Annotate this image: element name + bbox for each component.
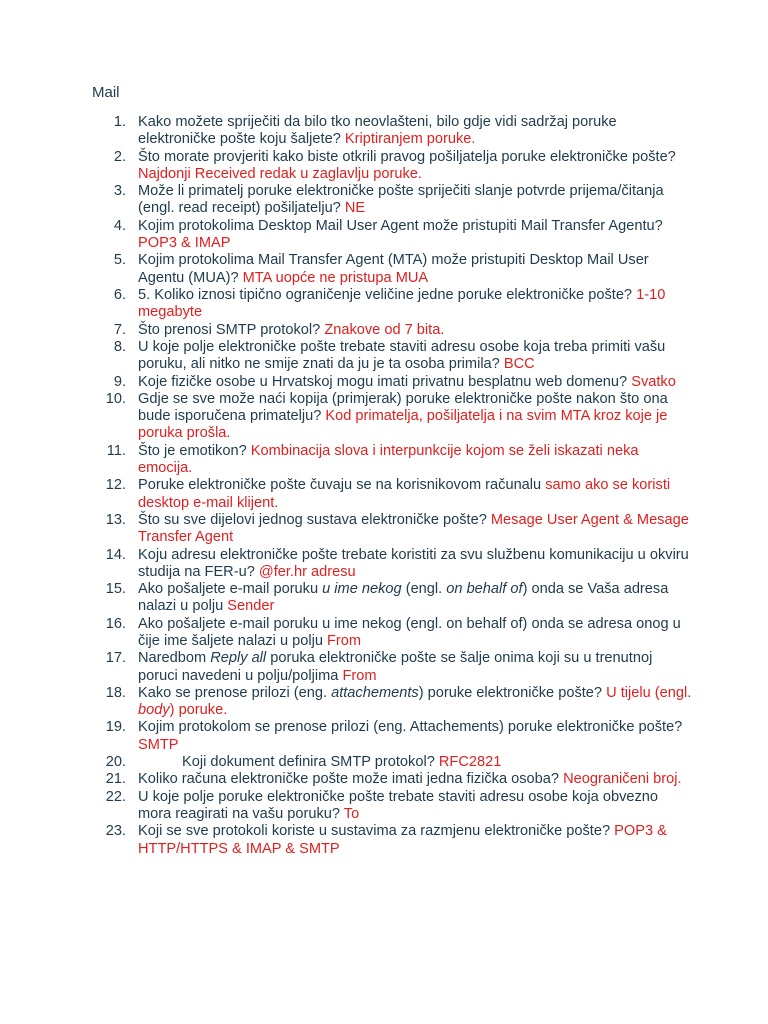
question-text: Poruke elektroničke pošte čuvaju se na korisnikovom računalu xyxy=(138,477,546,494)
list-item xyxy=(92,547,692,581)
list-item-number: 14. xyxy=(105,546,126,563)
answer-text: Najdonji Received redak u zaglavlju poruke. xyxy=(138,165,422,182)
list-item-number: 8. xyxy=(113,338,126,355)
list-item-text xyxy=(138,339,665,372)
list-item-text xyxy=(138,322,444,338)
question-text: Može li primatelj poruke elektroničke pošte spriječiti slanje potvrde prijema/čitanja (engl. read receipt) pošiljatelju? xyxy=(138,183,664,217)
list-item xyxy=(92,339,692,373)
question-list xyxy=(92,114,692,858)
list-item-text xyxy=(138,789,658,822)
answer-text: From xyxy=(327,632,362,649)
list-item xyxy=(92,754,692,771)
list-item xyxy=(92,616,692,650)
list-item-text xyxy=(138,443,639,476)
answer-text: @fer.hr adresu xyxy=(258,563,356,580)
answer-text: NE xyxy=(344,200,366,217)
question-text: (engl. xyxy=(401,581,447,598)
list-item-number: 17. xyxy=(105,650,126,667)
list-item-text xyxy=(138,547,689,580)
list-item-number: 2. xyxy=(113,148,126,165)
question-text: Koji dokument definira SMTP protokol? xyxy=(182,754,439,771)
answer-text: MTA uopće ne pristupa MUA xyxy=(242,269,429,286)
question-text: Kako možete spriječiti da bilo tko neovlašteni, bilo gdje vidi sadržaj poruke elektroničke pošte koju šaljete? xyxy=(138,114,617,148)
list-item xyxy=(92,685,692,719)
list-item-number: 11. xyxy=(106,442,126,459)
list-item-text xyxy=(138,287,665,320)
list-item xyxy=(92,581,692,615)
question-text: Naredbom xyxy=(138,650,211,667)
question-text: 5. Koliko iznosi tipično ograničenje veličine jedne poruke elektroničke pošte? xyxy=(138,286,637,303)
list-item-number: 10. xyxy=(105,390,126,407)
question-text: poruka elektroničke pošte se šalje onima koji su u trenutnoj poruci navedeni u polju/poljima xyxy=(138,650,653,684)
list-item-number: 20. xyxy=(105,754,126,771)
list-item-text xyxy=(138,512,689,545)
list-item xyxy=(92,287,692,321)
list-item xyxy=(92,650,692,684)
question-text: ) poruke elektroničke pošte? xyxy=(418,684,607,701)
question-text: Ako pošaljete e-mail poruku u ime nekog (engl. on behalf of) onda se adresa onog u čije ime šaljete nalazi u polju xyxy=(138,615,681,649)
answer-text: Mesage User Agent & Mesage Transfer Agent xyxy=(138,511,689,546)
list-item-text xyxy=(138,719,682,752)
answer-text: U tijelu (engl. xyxy=(606,684,692,701)
question-text: ) onda se Vaša adresa nalazi u polju xyxy=(138,581,669,615)
list-item-number: 21. xyxy=(105,771,126,788)
list-item-text xyxy=(138,391,668,441)
list-item-number: 6. xyxy=(113,286,126,303)
list-item xyxy=(92,252,692,286)
list-item-text xyxy=(138,183,664,216)
list-item-number: 9. xyxy=(113,373,126,390)
list-item xyxy=(92,771,692,788)
question-text: Što morate provjeriti kako biste otkrili pravog pošiljatelja poruke elektroničke pošte? xyxy=(138,148,676,165)
question-text: Koju adresu elektroničke pošte trebate koristiti za svu službenu komunikaciju u okviru studija na FER-u? xyxy=(138,546,689,580)
list-item xyxy=(92,719,692,753)
list-item-number: 13. xyxy=(105,511,126,528)
answer-text: Kriptiranjem poruke. xyxy=(344,131,476,148)
answer-text: Neograničeni broj. xyxy=(563,771,682,788)
list-item-text xyxy=(138,252,649,285)
list-item-text xyxy=(138,650,652,683)
question-text: Koje fizičke osobe u Hrvatskoj mogu imati privatnu besplatnu web domenu? xyxy=(138,373,632,390)
list-item-text xyxy=(138,823,667,856)
question-text: Ako pošaljete e-mail poruku xyxy=(138,581,323,598)
list-item xyxy=(92,823,692,857)
question-text: attachements xyxy=(331,684,419,701)
list-item-text xyxy=(138,616,681,649)
answer-text: 1-10 megabyte xyxy=(138,286,666,321)
list-item-text xyxy=(138,218,663,251)
list-item xyxy=(92,218,692,252)
question-text: Kojim protokolima Desktop Mail User Agent može pristupiti Mail Transfer Agentu? xyxy=(138,217,663,234)
question-text: Kojim protokolom se prenose prilozi (eng. Attachements) poruke elektroničke pošte? xyxy=(138,719,683,736)
question-text: U koje polje poruke elektroničke pošte trebate staviti adresu osobe koja obvezno mora reagirati na vašu poruku? xyxy=(138,788,659,823)
question-text: Gdje se sve može naći kopija (primjerak) poruke elektroničke pošte nakon što ona bude isporučena primatelju? xyxy=(138,390,668,425)
list-item-number: 15. xyxy=(105,581,126,598)
list-item xyxy=(92,374,692,391)
answer-text: POP3 & HTTP/HTTPS & IMAP & SMTP xyxy=(138,823,667,857)
list-item xyxy=(92,322,692,339)
list-item-number: 12. xyxy=(105,477,126,494)
answer-text: To xyxy=(343,806,360,823)
answer-text: Kod primatelja, pošiljatelja i na svim MTA kroz koje je poruka prošla. xyxy=(138,408,668,442)
list-item xyxy=(92,443,692,477)
answer-text: ) poruke. xyxy=(169,702,228,719)
list-item xyxy=(92,789,692,823)
list-item-number: 16. xyxy=(105,615,126,632)
answer-text: Znakove od 7 bita. xyxy=(324,321,445,338)
question-text: Što su sve dijelovi jednog sustava elektroničke pošte? xyxy=(138,511,491,528)
answer-text: RFC2821 xyxy=(438,754,502,771)
list-item-text xyxy=(138,685,691,718)
list-item-text xyxy=(138,581,668,614)
question-text: Kako se prenose prilozi (eng. xyxy=(138,684,332,701)
answer-text: SMTP xyxy=(138,736,179,753)
answer-text: body xyxy=(138,702,170,719)
list-item-number: 7. xyxy=(113,321,126,338)
list-item-number: 5. xyxy=(113,252,126,269)
question-text: on behalf of xyxy=(446,581,523,598)
list-item-text xyxy=(138,477,670,510)
list-item xyxy=(92,391,692,443)
list-item xyxy=(92,512,692,546)
question-text: U koje polje elektroničke pošte trebate staviti adresu osobe koja treba primiti vašu poruku, ali nitko ne smije znati da ju je ta osoba primila? xyxy=(138,338,666,373)
question-text: Koliko računa elektroničke pošte može imati jedna fizička osoba? xyxy=(138,771,564,788)
list-item xyxy=(92,477,692,511)
list-item-number: 1. xyxy=(113,114,126,130)
list-item xyxy=(92,114,692,148)
question-text: Što je emotikon? xyxy=(138,442,251,459)
list-item-number: 18. xyxy=(105,684,126,701)
question-text: u ime nekog xyxy=(322,581,402,598)
list-item-text xyxy=(138,149,676,182)
list-item xyxy=(92,149,692,183)
answer-text: Sender xyxy=(227,598,275,615)
list-item-text xyxy=(138,771,682,787)
list-item-text xyxy=(138,374,676,390)
list-item-text xyxy=(138,754,501,770)
answer-text: BCC xyxy=(503,356,535,373)
list-item-text xyxy=(138,114,617,147)
list-item-number: 22. xyxy=(105,788,126,805)
answer-text: POP3 & IMAP xyxy=(138,234,231,251)
list-item-number: 23. xyxy=(105,823,126,840)
list-item xyxy=(92,183,692,217)
list-item-number: 19. xyxy=(105,719,126,736)
document-heading: Mail xyxy=(92,84,120,101)
list-item-number: 3. xyxy=(113,183,126,200)
question-text: Što prenosi SMTP protokol? xyxy=(138,321,325,338)
question-text: Reply all xyxy=(210,650,267,667)
answer-text: Svatko xyxy=(631,373,676,390)
question-text: Koji se sve protokoli koriste u sustavima za razmjenu elektroničke pošte? xyxy=(138,823,615,840)
answer-text: samo ako se koristi desktop e-mail klijent. xyxy=(138,477,671,511)
answer-text: Kombinacija slova i interpunkcije kojom se želi iskazati neka emocija. xyxy=(138,442,639,476)
question-text: Kojim protokolima Mail Transfer Agent (MTA) može pristupiti Desktop Mail User Agentu (MUA)? xyxy=(138,252,649,286)
list-item-number: 4. xyxy=(113,217,126,234)
answer-text: From xyxy=(342,667,377,684)
